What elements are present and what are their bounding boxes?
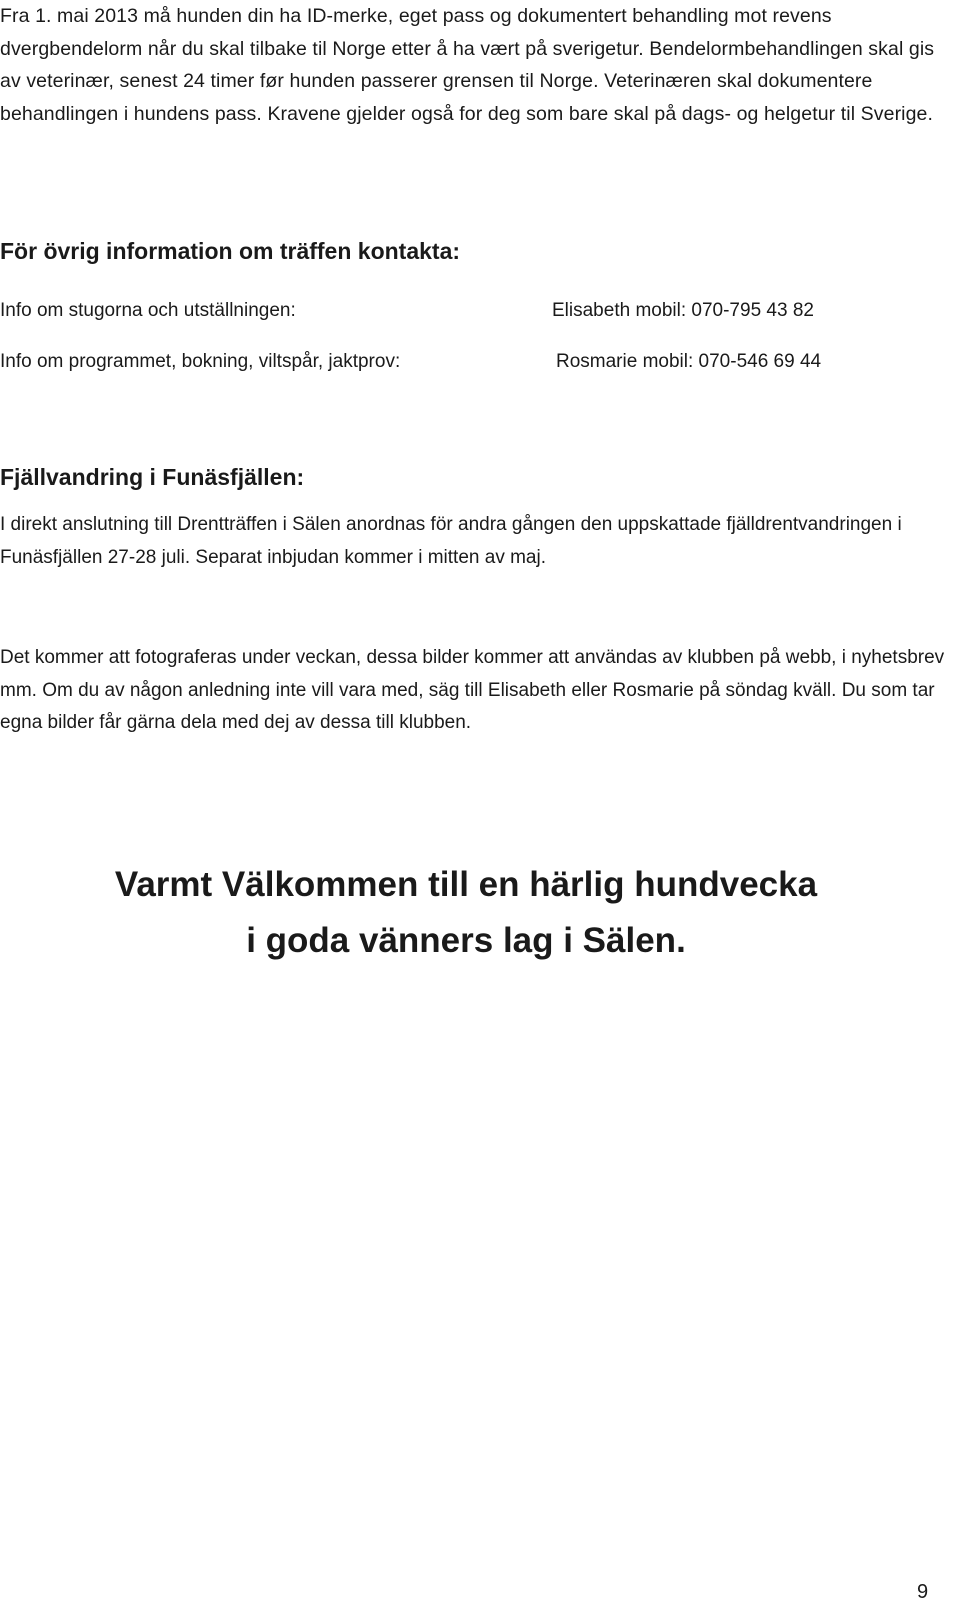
fjallvandring-heading: Fjällvandring i Funäsfjällen: bbox=[0, 464, 305, 490]
welcome-message bbox=[0, 857, 932, 969]
fjallvandring-paragraph: I direkt anslutning till Drentträffen i Sälen anordnas för andra gången den uppskattade fjälldrentvandringen i Funäsfjällen 27-28 juli. Separat inbjudan kommer i mitten av maj. bbox=[0, 514, 902, 568]
welcome-line-2: i goda vänners lag i Sälen. bbox=[246, 921, 686, 960]
contact-phone: Elisabeth mobil: 070-795 43 82 bbox=[552, 300, 814, 321]
contact-label: Info om programmet, bokning, viltspår, jaktprov: bbox=[0, 351, 401, 372]
welcome-line-1: Varmt Välkommen till en härlig hundvecka bbox=[114, 865, 818, 904]
contact-phone: Rosmarie mobil: 070-546 69 44 bbox=[556, 351, 822, 372]
photo-notice-paragraph: Det kommer att fotograferas under veckan, dessa bilder kommer att användas av klubben på webb, i nyhetsbrev mm. Om du av någon anledning inte vill vara med, säg till Elisabeth eller Rosmarie på söndag kväll. Du som tar egna bilder får gärna dela med dej av dessa till klubben. bbox=[0, 647, 945, 733]
contact-heading: För övrig information om träffen kontakta: bbox=[0, 238, 461, 264]
page-number: 9 bbox=[917, 1581, 929, 1603]
contact-label: Info om stugorna och utställningen: bbox=[0, 300, 296, 321]
intro-paragraph: Fra 1. mai 2013 må hunden din ha ID-merke, eget pass og dokumentert behandling mot revens dvergbendelorm når du skal tilbake til Norge etter å ha vært på sverigetur. Bendelormbehandlingen skal gis av veterinær, senest 24 timer før hunden passerer grensen til Norge. Veterinæren skal dokumentere behandlingen i hundens pass. Kravene gjelder også for deg som bare skal på dags- og helgetur til Sverige. bbox=[0, 5, 935, 125]
